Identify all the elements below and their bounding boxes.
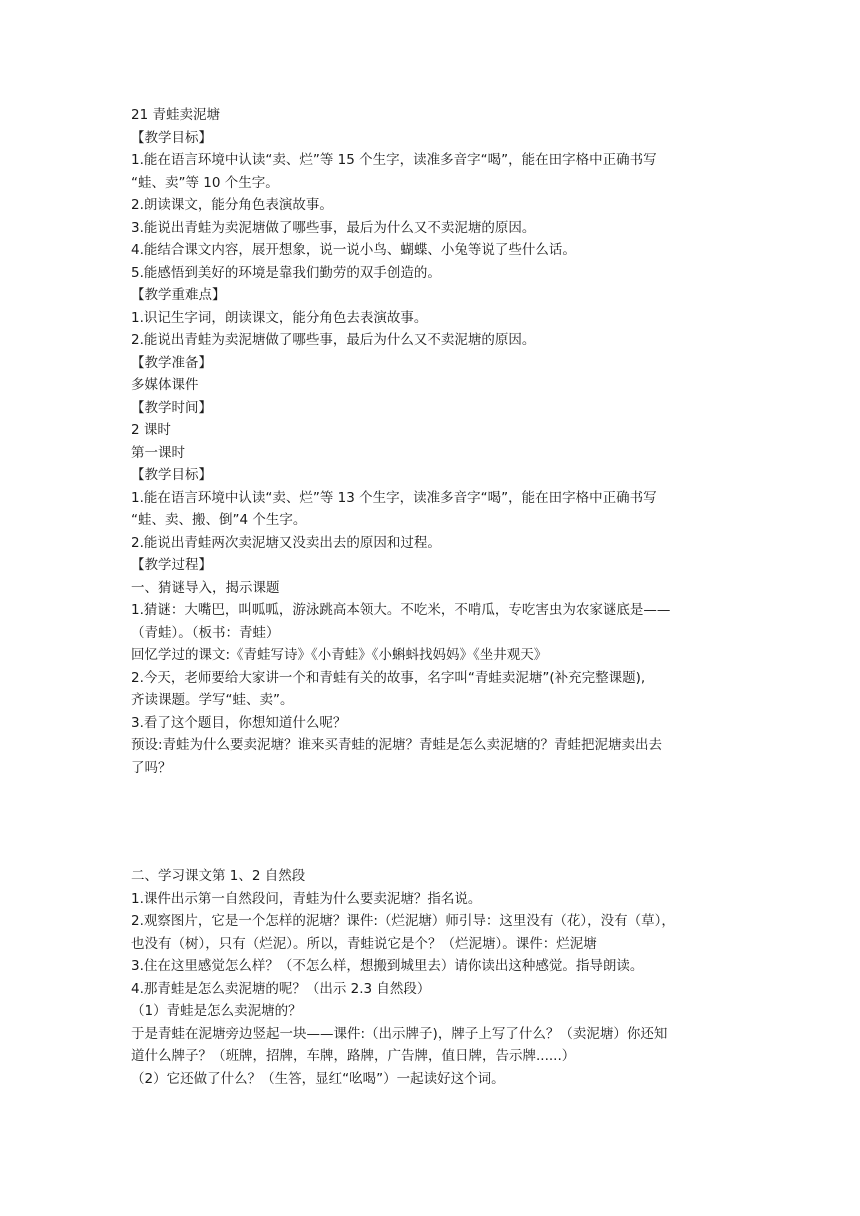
intro-line: 2.朗读课文，能分角色表演故事。 [131, 197, 333, 213]
intro-line: 1.能在语言环境中认读“卖、烂”等 15 个生字，读准多音字“喝”，能在田字格中正确书写 [131, 152, 657, 168]
intro-line: 2.能说出青蛙两次卖泥塘又没卖出去的原因和过程。 [131, 534, 441, 551]
intro-line: 3.看了这个题目，你想知道什么呢？ [131, 714, 347, 731]
intro-line: 2.今天，老师要给大家讲一个和青蛙有关的故事，名字叫“青蛙卖泥塘”(补充完整课题), [131, 669, 646, 686]
paragraph-line: （2）它还做了什么？（生答，显红“吆喝”）一起读好这个词。 [131, 1070, 505, 1087]
intro-line: 4.能结合课文内容，展开想象，说一说小鸟、蝴蝶、小兔等说了些什么话。 [131, 242, 576, 258]
paragraph-line: 3.住在这里感觉怎么样？（不怎么样，想搬到城里去）请你读出这种感觉。指导朗读。 [131, 958, 644, 974]
intro-line: 3.能说出青蛙为卖泥塘做了哪些事，最后为什么又不卖泥塘的原因。 [131, 219, 536, 236]
paragraph-line: 2.观察图片，它是一个怎样的泥塘？课件:（烂泥塘）师引导：这里没有（花），没有（草）， [131, 913, 675, 929]
paragraph-line: 4.那青蛙是怎么卖泥塘的呢？（出示 2.3 自然段） [131, 980, 431, 997]
intro-line: 第一课时 [131, 444, 185, 461]
intro-line: 【教学重难点】 [131, 287, 226, 303]
paragraph-line: 1.课件出示第一自然段问，青蛙为什么要卖泥塘？指名说。 [131, 890, 482, 907]
intro-line: 【教学准备】 [131, 354, 212, 371]
intro-line: 【教学目标】 [131, 129, 212, 146]
intro-line: “蛙、卖、搬、倒”4 个生字。 [131, 512, 307, 528]
intro-line: （青蛙）。（板书：青蛙） [131, 624, 280, 641]
lesson-plan-section-intro [131, 104, 741, 779]
page-gap [131, 779, 741, 865]
intro-line: 1.识记生字词，朗读课文，能分角色去表演故事。 [131, 309, 428, 326]
paragraph-line: 于是青蛙在泥塘旁边竖起一块——课件:（出示牌子)，牌子上写了什么？（卖泥塘）你还知 [131, 1025, 668, 1042]
intro-line: 回忆学过的课文:《青蛙写诗》《小青蛙》《小蝌蚪找妈妈》《坐井观天》 [131, 647, 548, 663]
paragraph-line: 也没有（树），只有（烂泥）。所以，青蛙说它是个？（烂泥塘）。课件：烂泥塘 [131, 935, 597, 952]
intro-line: 1.猜谜：大嘴巴，叫呱呱，游泳跳高本领大。不吃米，不啃瓜，专吃害虫为农家谜底是—— [131, 602, 671, 618]
intro-line: 预设:青蛙为什么要卖泥塘？谁来买青蛙的泥塘？青蛙是怎么卖泥塘的？青蛙把泥塘卖出去 [131, 737, 663, 753]
lesson-plan-section-paragraphs [131, 865, 741, 1090]
paragraph-line: 道什么牌子？（班牌，招牌，车牌，路牌，广告牌，值日牌，告示牌......） [131, 1048, 576, 1064]
intro-line: 一、猜谜导入，揭示课题 [131, 579, 280, 596]
intro-line: 多媒体课件 [131, 377, 199, 393]
intro-line: 5.能感悟到美好的环境是靠我们勤劳的双手创造的。 [131, 264, 441, 281]
intro-line: 了吗？ [131, 759, 172, 776]
paragraph-line: 二、学习课文第 1、2 自然段 [131, 868, 306, 884]
intro-line: 1.能在语言环境中认读“卖、烂”等 13 个生字，读准多音字“喝”，能在田字格中正确书写 [131, 489, 657, 506]
intro-line: 21 青蛙卖泥塘 [131, 107, 220, 123]
intro-line: 2.能说出青蛙为卖泥塘做了哪些事，最后为什么又不卖泥塘的原因。 [131, 332, 536, 348]
intro-line: 齐读课题。学写“蛙、卖”。 [131, 692, 294, 708]
intro-line: 2 课时 [131, 422, 171, 438]
intro-line: “蛙、卖”等 10 个生字。 [131, 174, 279, 191]
intro-line: 【教学时间】 [131, 399, 212, 416]
document-page [131, 104, 741, 1090]
paragraph-line: （1）青蛙是怎么卖泥塘的？ [131, 1003, 302, 1019]
intro-line: 【教学过程】 [131, 557, 212, 573]
intro-line: 【教学目标】 [131, 467, 212, 483]
